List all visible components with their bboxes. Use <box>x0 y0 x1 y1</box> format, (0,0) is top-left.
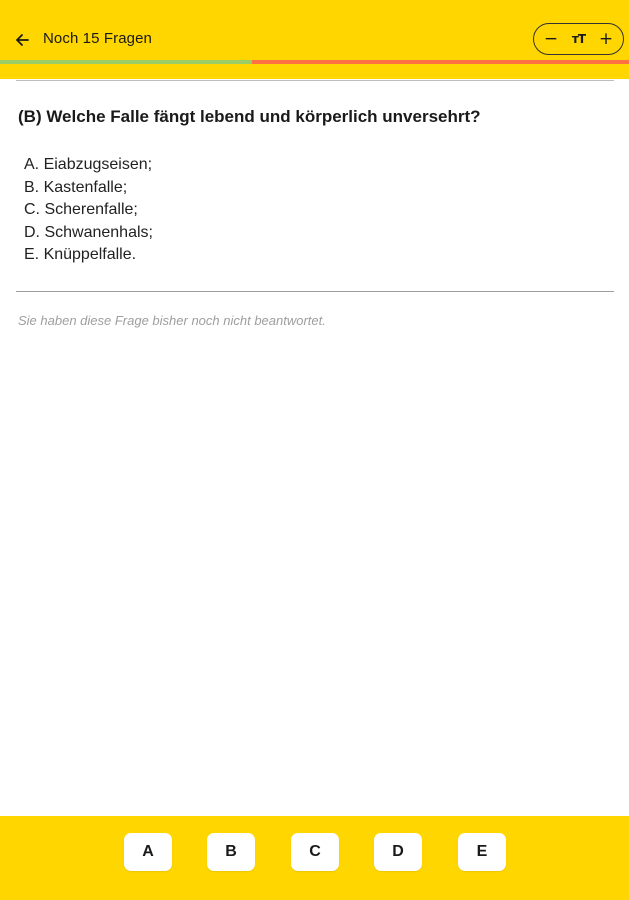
top-divider <box>16 80 614 81</box>
option-item-b: B. Kastenfalle; <box>24 178 128 196</box>
option-item-c: C. Scherenfalle; <box>24 201 138 219</box>
answer-button-e[interactable]: E <box>458 833 506 871</box>
bottom-divider <box>16 291 614 292</box>
answer-button-a[interactable]: A <box>124 833 172 871</box>
option-item-d: D. Schwanenhals; <box>24 223 153 241</box>
answer-button-b[interactable]: B <box>207 833 255 871</box>
question-text: (B) Welche Falle fängt lebend und körperlich unversehrt? <box>18 107 481 126</box>
app-header <box>0 0 629 79</box>
font-size-control <box>533 23 624 55</box>
font-size-icon: ᴛT <box>571 32 586 46</box>
back-button[interactable] <box>10 28 34 52</box>
answer-button-c[interactable]: C <box>291 833 339 871</box>
font-decrease-button[interactable]: − <box>543 29 559 49</box>
option-item-e: E. Knüppelfalle. <box>24 246 137 264</box>
answer-button-d[interactable]: D <box>374 833 422 871</box>
progress-bar <box>0 60 629 64</box>
font-increase-button[interactable]: + <box>598 29 614 49</box>
answer-options-list <box>24 154 153 267</box>
answer-button-row <box>0 833 629 871</box>
answer-bar <box>0 816 629 900</box>
arrow-left-icon <box>14 32 30 48</box>
option-item-a: A. Eiabzugseisen; <box>24 156 153 173</box>
answer-status-text: Sie haben diese Frage bisher noch nicht beantwortet. <box>18 313 326 328</box>
remaining-questions-title: Noch 15 Fragen <box>43 30 152 47</box>
progress-bar-fill <box>0 60 252 64</box>
